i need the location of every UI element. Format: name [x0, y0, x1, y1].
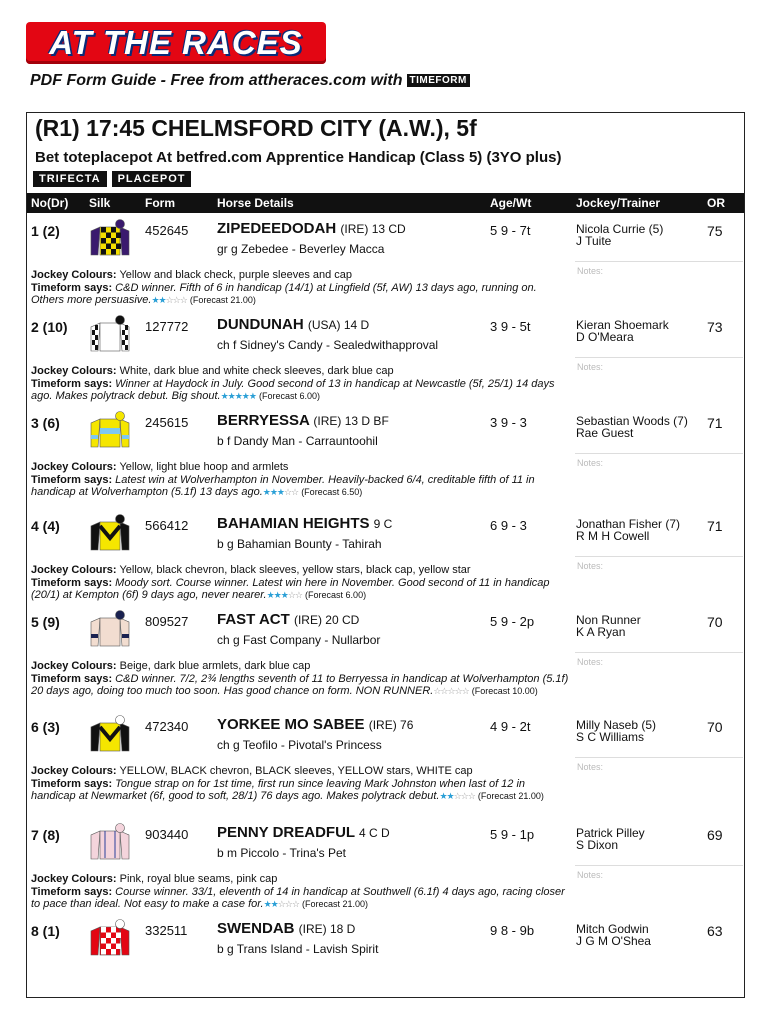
- jockey-trainer: [576, 923, 701, 947]
- horse-name[interactable]: [217, 316, 369, 333]
- jockey-colours: Jockey Colours: White, dark blue and white check sleeves, dark blue cap: [31, 365, 394, 377]
- runner-number: 6 (3): [31, 719, 60, 735]
- timeform-says: [31, 282, 571, 307]
- official-rating: 73: [707, 319, 723, 335]
- timeform-says: [31, 577, 571, 602]
- trainer: J Tuite: [576, 234, 612, 248]
- horse-suffix: (IRE) 13 CD: [340, 222, 406, 236]
- race-title: (R1) 17:45 CHELMSFORD CITY (A.W.), 5f: [35, 115, 477, 141]
- notes-label: Notes:: [577, 657, 604, 667]
- star-rating-icon: ★★☆☆☆: [151, 295, 187, 305]
- form-figures: 452645: [145, 223, 189, 238]
- breeding: ch g Fast Company - Nullarbor: [217, 633, 381, 647]
- jockey-colours: Jockey Colours: Yellow, black chevron, black sleeves, yellow stars, black cap, yellow star: [31, 564, 471, 576]
- timeform-says: [31, 673, 571, 698]
- jockey-colours-label: Jockey Colours:: [31, 461, 117, 473]
- jockey-colours: Jockey Colours: Beige, dark blue armlets, dark blue cap: [31, 660, 311, 672]
- breeding: gr g Zebedee - Beverley Macca: [217, 242, 385, 256]
- horse-name[interactable]: [217, 920, 355, 937]
- logo-text: AT THE RACES: [49, 24, 303, 61]
- forecast: (Forecast 10.00): [471, 686, 538, 696]
- horse-name-text[interactable]: DUNDUNAH: [217, 316, 304, 333]
- jockey-colours: Jockey Colours: Pink, royal blue seams, pink cap: [31, 873, 278, 885]
- forecast: (Forecast 21.00): [302, 899, 369, 909]
- jockey-colours-label: Jockey Colours:: [31, 564, 117, 576]
- silk-icon: [87, 315, 133, 351]
- notes-box[interactable]: [575, 757, 743, 808]
- timeform-label: Timeform says:: [31, 576, 113, 589]
- jockey-trainer: [576, 319, 701, 343]
- form-figures: 903440: [145, 827, 189, 842]
- horse-suffix: (IRE) 18 D: [298, 922, 356, 936]
- age-weight: 5 9 - 7t: [490, 223, 531, 238]
- form-figures: 472340: [145, 719, 189, 734]
- jockey-colours-label: Jockey Colours:: [31, 873, 117, 885]
- runner-row[interactable]: [27, 407, 744, 510]
- horse-name-text[interactable]: ZIPEDEEDODAH: [217, 220, 337, 237]
- breeding: b f Dandy Man - Carrauntoohil: [217, 434, 378, 448]
- horse-name-text[interactable]: SWENDAB: [217, 920, 295, 937]
- runner-row[interactable]: [27, 711, 744, 819]
- silk-icon: [87, 219, 133, 255]
- timeform-badge: TIMEFORM: [407, 74, 470, 87]
- silk-icon: [87, 411, 133, 447]
- runner-comment: [31, 765, 571, 803]
- timeform-says: [31, 378, 571, 403]
- timeform-label: Timeform says:: [31, 377, 113, 390]
- timeform-comment: Latest win at Wolverhampton in November. Heavily-backed 6/4, creditable fifth of 11 in handicap at Wolverhampton (5.1f) 13 days ago.: [31, 473, 535, 498]
- runner-comment: [31, 564, 571, 602]
- atr-logo[interactable]: [26, 22, 326, 64]
- bet-tag-trifecta[interactable]: TRIFECTA: [33, 171, 107, 187]
- notes-label: Notes:: [577, 762, 604, 772]
- age-weight: 3 9 - 3: [490, 415, 527, 430]
- tagline-text: PDF Form Guide - Free from attheraces.com with: [30, 72, 403, 89]
- jockey: Kieran Shoemark: [576, 318, 669, 332]
- trainer: S C Williams: [576, 730, 644, 744]
- col-form: Form: [145, 196, 175, 210]
- timeform-comment: Tongue strap on for 1st time, first run since leaving Mark Johnston when last of 12 in handicap at Newmarket (6f, good to soft, 28/1) 76 days ago. Makes polytrack debut.: [31, 777, 526, 802]
- notes-box[interactable]: [575, 865, 743, 916]
- notes-label: Notes:: [577, 561, 604, 571]
- jockey-trainer: [576, 614, 701, 638]
- runner-row[interactable]: [27, 311, 744, 407]
- runner-number: 5 (9): [31, 614, 60, 630]
- notes-box[interactable]: [575, 261, 743, 312]
- forecast: (Forecast 21.00): [189, 295, 256, 305]
- age-weight: 5 9 - 1p: [490, 827, 535, 842]
- horse-suffix: 9 C: [373, 517, 393, 531]
- form-figures: 127772: [145, 319, 189, 334]
- forecast: (Forecast 21.00): [477, 791, 544, 801]
- runner-number: 1 (2): [31, 223, 60, 239]
- official-rating: 71: [707, 518, 723, 534]
- notes-label: Notes:: [577, 458, 604, 468]
- star-rating-icon: ★★★★★: [220, 391, 256, 401]
- star-rating-icon: ★★☆☆☆: [439, 791, 475, 801]
- forecast: (Forecast 6.50): [301, 487, 363, 497]
- horse-suffix: 4 C D: [358, 826, 390, 840]
- silk-icon: [87, 514, 133, 550]
- bet-type-tags: [33, 171, 191, 187]
- runner-comment: [31, 461, 571, 499]
- jockey-trainer: [576, 827, 701, 851]
- trainer: J G M O'Shea: [576, 934, 651, 948]
- horse-name-text[interactable]: BAHAMIAN HEIGHTS: [217, 515, 370, 532]
- runner-comment: [31, 269, 571, 307]
- bet-tag-placepot[interactable]: PLACEPOT: [112, 171, 192, 187]
- race-subtitle: Bet toteplacepot At betfred.com Apprentice Handicap (Class 5) (3YO plus): [35, 149, 562, 166]
- timeform-comment: Course winner. 33/1, eleventh of 14 in handicap at Southwell (6.1f) 4 days ago, racing closer to pace than ideal. Not easy to make a case for.: [31, 885, 565, 910]
- jockey-colours-label: Jockey Colours:: [31, 365, 117, 377]
- jockey: Sebastian Woods (7): [576, 414, 688, 428]
- horse-name[interactable]: [217, 611, 359, 628]
- form-figures: 332511: [145, 923, 188, 938]
- star-rating-icon: ★★★☆☆: [262, 487, 299, 497]
- timeform-label: Timeform says:: [31, 885, 113, 898]
- tagline: [30, 72, 470, 90]
- star-rating-icon: ★★☆☆☆: [263, 899, 299, 909]
- breeding: ch g Teofilo - Pivotal's Princess: [217, 738, 382, 752]
- column-header-row: [27, 193, 744, 213]
- runner-row[interactable]: [27, 510, 744, 606]
- notes-label: Notes:: [577, 362, 604, 372]
- race-card: [26, 112, 745, 998]
- horse-name[interactable]: [217, 220, 406, 237]
- timeform-says: [31, 474, 571, 499]
- jockey: Nicola Currie (5): [576, 222, 664, 236]
- breeding: ch f Sidney's Candy - Sealedwithapproval: [217, 338, 439, 352]
- timeform-comment: Winner at Haydock in July. Good second of 13 in handicap at Newcastle (5f, 25/1) 14 days ago. Makes polytrack debut. Big shout.: [31, 377, 555, 402]
- trainer: K A Ryan: [576, 625, 626, 639]
- official-rating: 70: [707, 614, 723, 630]
- runner-number: 2 (10): [31, 319, 68, 335]
- col-silk: Silk: [89, 196, 111, 210]
- form-figures: 245615: [145, 415, 189, 430]
- jockey-trainer: [576, 719, 701, 743]
- timeform-label: Timeform says:: [31, 281, 113, 294]
- horse-suffix: (IRE) 20 CD: [293, 613, 360, 627]
- official-rating: 69: [707, 827, 723, 843]
- form-figures: 566412: [145, 518, 189, 533]
- forecast: (Forecast 6.00): [258, 391, 320, 401]
- notes-label: Notes:: [577, 266, 604, 276]
- jockey-colours-label: Jockey Colours:: [31, 765, 117, 777]
- runner-comment: [31, 365, 571, 403]
- breeding: b g Bahamian Bounty - Tahirah: [217, 537, 382, 551]
- notes-label: Notes:: [577, 870, 604, 880]
- horse-name-text[interactable]: BERRYESSA: [217, 412, 310, 429]
- horse-suffix: (IRE) 13 D BF: [313, 414, 389, 428]
- horse-name[interactable]: [217, 515, 392, 532]
- timeform-comment: Moody sort. Course winner. Latest win here in November. Good second of 11 in handicap (20/1) at Kempton (6f) 9 days ago, never nearer.: [31, 576, 550, 601]
- col-jockey-trainer: Jockey/Trainer: [576, 196, 661, 210]
- horse-name-text[interactable]: YORKEE MO SABEE: [217, 716, 365, 733]
- horse-name[interactable]: [217, 716, 413, 733]
- timeform-comment: C&D winner. Fifth of 6 in handicap (14/1) at Lingfield (5f, AW) 13 days ago, running on. Others more persuasive.: [31, 281, 537, 306]
- jockey: Patrick Pilley: [576, 826, 645, 840]
- runner-row[interactable]: [27, 215, 744, 311]
- jockey-colours: Jockey Colours: Yellow and black check, purple sleeves and cap: [31, 269, 353, 281]
- timeform-label: Timeform says:: [31, 777, 113, 790]
- star-rating-icon: ☆☆☆☆☆: [433, 686, 469, 696]
- official-rating: 63: [707, 923, 723, 939]
- runner-comment: [31, 873, 571, 911]
- horse-name[interactable]: [217, 412, 389, 429]
- runner-row[interactable]: [27, 915, 744, 998]
- runner-number: 8 (1): [31, 923, 60, 939]
- silk-icon: [87, 610, 133, 646]
- timeform-label: Timeform says:: [31, 473, 113, 486]
- trainer: S Dixon: [576, 838, 619, 852]
- runner-comment: [31, 660, 571, 698]
- jockey: Jonathan Fisher (7): [576, 517, 681, 531]
- trainer: D O'Meara: [576, 330, 634, 344]
- trainer: Rae Guest: [576, 426, 634, 440]
- silk-icon: [87, 919, 133, 955]
- form-figures: 809527: [145, 614, 189, 629]
- horse-suffix: (IRE) 76: [368, 718, 414, 732]
- breeding: b g Trans Island - Lavish Spirit: [217, 942, 379, 956]
- jockey: Mitch Godwin: [576, 922, 649, 936]
- silk-icon: [87, 823, 133, 859]
- col-age-wt: Age/Wt: [490, 196, 532, 210]
- horse-suffix: (USA) 14 D: [307, 318, 370, 332]
- timeform-label: Timeform says:: [31, 672, 113, 685]
- runner-number: 7 (8): [31, 827, 60, 843]
- jockey-colours-label: Jockey Colours:: [31, 269, 117, 281]
- notes-box[interactable]: [575, 453, 743, 504]
- age-weight: 6 9 - 3: [490, 518, 527, 533]
- jockey-trainer: [576, 223, 701, 247]
- age-weight: 3 9 - 5t: [490, 319, 531, 334]
- silk-icon: [87, 715, 133, 751]
- jockey-trainer: [576, 415, 701, 439]
- timeform-comment: C&D winner. 7/2, 2¾ lengths seventh of 11 to Berryessa in handicap at Wolverhampton (5.1f) 20 days ago, doing too much too soon. Has good chance on form. NON RUNNER.: [31, 672, 569, 697]
- runner-row[interactable]: [27, 819, 744, 915]
- star-rating-icon: ★★★☆☆: [266, 590, 302, 600]
- runner-number: 4 (4): [31, 518, 60, 534]
- jockey-colours: Jockey Colours: YELLOW, BLACK chevron, BLACK sleeves, YELLOW stars, WHITE cap: [31, 765, 473, 777]
- trainer: R M H Cowell: [576, 529, 650, 543]
- runner-row[interactable]: [27, 606, 744, 711]
- timeform-says: [31, 778, 571, 803]
- age-weight: 4 9 - 2t: [490, 719, 531, 734]
- jockey-colours-label: Jockey Colours:: [31, 660, 117, 672]
- timeform-says: [31, 886, 571, 911]
- horse-name-text[interactable]: PENNY DREADFUL: [217, 824, 355, 841]
- col-no: No(Dr): [31, 196, 69, 210]
- jockey-trainer: [576, 518, 701, 542]
- forecast: (Forecast 6.00): [305, 590, 367, 600]
- horse-name[interactable]: [217, 824, 390, 841]
- notes-box[interactable]: [575, 357, 743, 408]
- horse-name-text[interactable]: FAST ACT: [217, 611, 290, 628]
- jockey: Milly Naseb (5): [576, 718, 657, 732]
- official-rating: 75: [707, 223, 723, 239]
- jockey: Non Runner: [576, 613, 641, 627]
- age-weight: 5 9 - 2p: [490, 614, 535, 629]
- official-rating: 70: [707, 719, 723, 735]
- notes-box[interactable]: [575, 652, 743, 703]
- notes-box[interactable]: [575, 556, 743, 607]
- age-weight: 9 8 - 9b: [490, 923, 535, 938]
- official-rating: 71: [707, 415, 723, 431]
- jockey-colours: Jockey Colours: Yellow, light blue hoop and armlets: [31, 461, 289, 473]
- runner-number: 3 (6): [31, 415, 60, 431]
- col-or: OR: [707, 196, 725, 210]
- col-horse-details: Horse Details: [217, 196, 294, 210]
- breeding: b m Piccolo - Trina's Pet: [217, 846, 346, 860]
